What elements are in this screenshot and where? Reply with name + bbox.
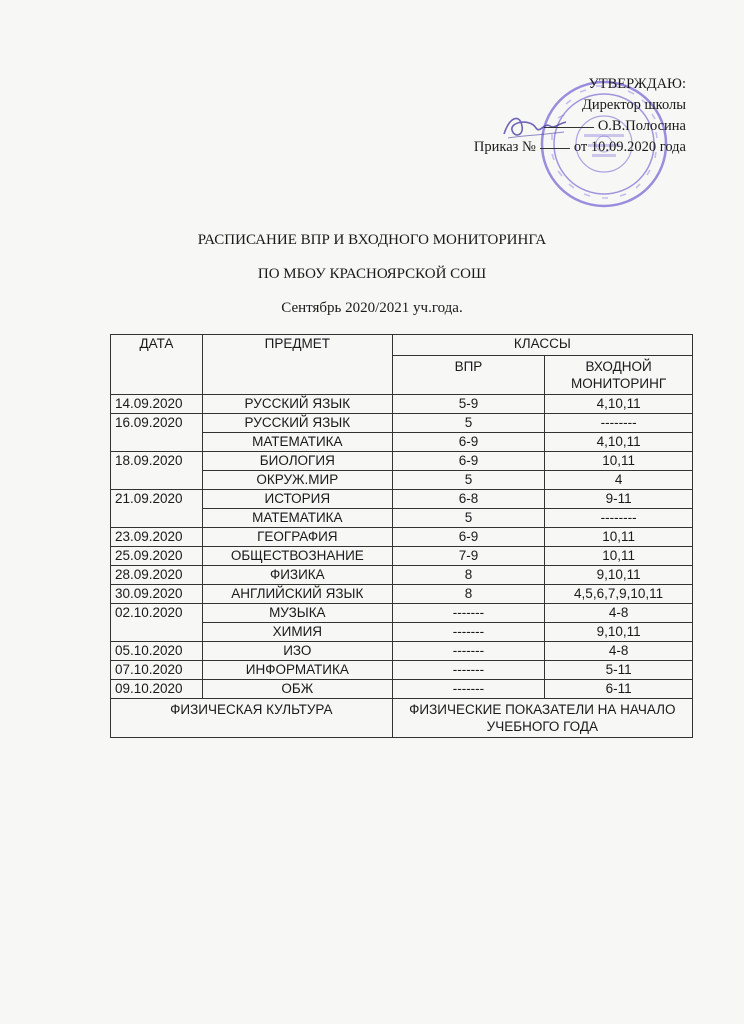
cell-monitoring: 4,10,11 xyxy=(545,395,693,414)
table-row xyxy=(111,490,693,509)
cell-vpr: ------- xyxy=(392,661,544,680)
cell-vpr: 6-9 xyxy=(392,433,544,452)
schedule-table-wrapper xyxy=(110,334,693,738)
cell-vpr: 8 xyxy=(392,585,544,604)
approval-block xyxy=(474,74,686,158)
cell-monitoring: 10,11 xyxy=(545,528,693,547)
document-subtitle-period: Сентябрь 2020/2021 уч.года. xyxy=(281,300,463,316)
header-subject: ПРЕДМЕТ xyxy=(202,335,392,395)
cell-monitoring: 4 xyxy=(545,471,693,490)
table-row xyxy=(111,642,693,661)
cell-monitoring: 10,11 xyxy=(545,452,693,471)
cell-vpr: 7-9 xyxy=(392,547,544,566)
cell-date xyxy=(111,623,203,642)
cell-subject: ГЕОГРАФИЯ xyxy=(202,528,392,547)
cell-subject: ИЗО xyxy=(202,642,392,661)
cell-vpr: 6-8 xyxy=(392,490,544,509)
table-row xyxy=(111,661,693,680)
table-row xyxy=(111,680,693,699)
cell-monitoring: 4,5,6,7,9,10,11 xyxy=(545,585,693,604)
table-row xyxy=(111,395,693,414)
table-row xyxy=(111,528,693,547)
header-date: ДАТА xyxy=(111,335,203,395)
cell-subject: РУССКИЙ ЯЗЫК xyxy=(202,414,392,433)
cell-vpr: ------- xyxy=(392,680,544,699)
cell-vpr: ------- xyxy=(392,642,544,661)
table-footer-row xyxy=(111,699,693,738)
footer-physical-education: ФИЗИЧЕСКАЯ КУЛЬТУРА xyxy=(111,699,393,738)
header-classes: КЛАССЫ xyxy=(392,335,692,356)
cell-vpr: 5-9 xyxy=(392,395,544,414)
approval-director-name: О.В.Полосина xyxy=(597,118,686,134)
approval-order-line xyxy=(474,137,686,158)
table-row xyxy=(111,547,693,566)
cell-subject: МАТЕМАТИКА xyxy=(202,433,392,452)
cell-monitoring: 4-8 xyxy=(545,642,693,661)
cell-date xyxy=(111,433,203,452)
cell-date: 28.09.2020 xyxy=(111,566,203,585)
cell-subject: ОБЖ xyxy=(202,680,392,699)
table-row xyxy=(111,566,693,585)
cell-subject: ОКРУЖ.МИР xyxy=(202,471,392,490)
cell-monitoring: 10,11 xyxy=(545,547,693,566)
cell-subject: ОБЩЕСТВОЗНАНИЕ xyxy=(202,547,392,566)
table-row xyxy=(111,433,693,452)
cell-subject: РУССКИЙ ЯЗЫК xyxy=(202,395,392,414)
table-row xyxy=(111,414,693,433)
cell-monitoring: 4-8 xyxy=(545,604,693,623)
cell-monitoring: 5-11 xyxy=(545,661,693,680)
order-number-blank xyxy=(540,147,570,149)
document-subtitle-school: ПО МБОУ КРАСНОЯРСКОЙ СОШ xyxy=(257,266,487,282)
approval-heading: УТВЕРЖДАЮ: xyxy=(588,76,686,92)
cell-subject: ИНФОРМАТИКА xyxy=(202,661,392,680)
approval-name-line xyxy=(474,116,686,137)
cell-monitoring: 4,10,11 xyxy=(545,433,693,452)
cell-monitoring: -------- xyxy=(545,509,693,528)
cell-subject: БИОЛОГИЯ xyxy=(202,452,392,471)
cell-vpr: 8 xyxy=(392,566,544,585)
cell-vpr: 5 xyxy=(392,509,544,528)
cell-vpr: 5 xyxy=(392,471,544,490)
cell-date: 05.10.2020 xyxy=(111,642,203,661)
table-row xyxy=(111,471,693,490)
cell-date: 09.10.2020 xyxy=(111,680,203,699)
cell-date: 18.09.2020 xyxy=(111,452,203,471)
order-date: от 10.09.2020 года xyxy=(573,139,686,155)
cell-monitoring: -------- xyxy=(545,414,693,433)
cell-vpr: 5 xyxy=(392,414,544,433)
cell-date xyxy=(111,471,203,490)
header-monitoring: ВХОДНОЙ МОНИТОРИНГ xyxy=(545,356,693,395)
cell-subject: ИСТОРИЯ xyxy=(202,490,392,509)
cell-monitoring: 9,10,11 xyxy=(545,623,693,642)
cell-monitoring: 9-11 xyxy=(545,490,693,509)
cell-vpr: 6-9 xyxy=(392,528,544,547)
footer-physical-indicators: ФИЗИЧЕСКИЕ ПОКАЗАТЕЛИ НА НАЧАЛО УЧЕБНОГО ГОДА xyxy=(392,699,692,738)
cell-date: 30.09.2020 xyxy=(111,585,203,604)
cell-vpr: 6-9 xyxy=(392,452,544,471)
cell-date: 14.09.2020 xyxy=(111,395,203,414)
header-vpr: ВПР xyxy=(392,356,544,395)
cell-date: 23.09.2020 xyxy=(111,528,203,547)
cell-vpr: ------- xyxy=(392,604,544,623)
cell-date xyxy=(111,509,203,528)
cell-date: 16.09.2020 xyxy=(111,414,203,433)
cell-subject: ХИМИЯ xyxy=(202,623,392,642)
table-row xyxy=(111,604,693,623)
approval-position: Директор школы xyxy=(582,97,686,113)
cell-subject: МУЗЫКА xyxy=(202,604,392,623)
cell-vpr: ------- xyxy=(392,623,544,642)
cell-monitoring: 6-11 xyxy=(545,680,693,699)
cell-date: 07.10.2020 xyxy=(111,661,203,680)
document-title: РАСПИСАНИЕ ВПР И ВХОДНОГО МОНИТОРИНГА xyxy=(197,232,547,248)
table-row xyxy=(111,509,693,528)
signature-blank xyxy=(544,126,594,128)
cell-subject: ФИЗИКА xyxy=(202,566,392,585)
cell-subject: АНГЛИЙСКИЙ ЯЗЫК xyxy=(202,585,392,604)
table-row xyxy=(111,623,693,642)
table-row xyxy=(111,452,693,471)
table-row xyxy=(111,585,693,604)
cell-monitoring: 9,10,11 xyxy=(545,566,693,585)
cell-subject: МАТЕМАТИКА xyxy=(202,509,392,528)
order-prefix: Приказ № xyxy=(473,139,536,155)
cell-date: 02.10.2020 xyxy=(111,604,203,623)
cell-date: 21.09.2020 xyxy=(111,490,203,509)
schedule-table xyxy=(110,334,693,738)
cell-date: 25.09.2020 xyxy=(111,547,203,566)
